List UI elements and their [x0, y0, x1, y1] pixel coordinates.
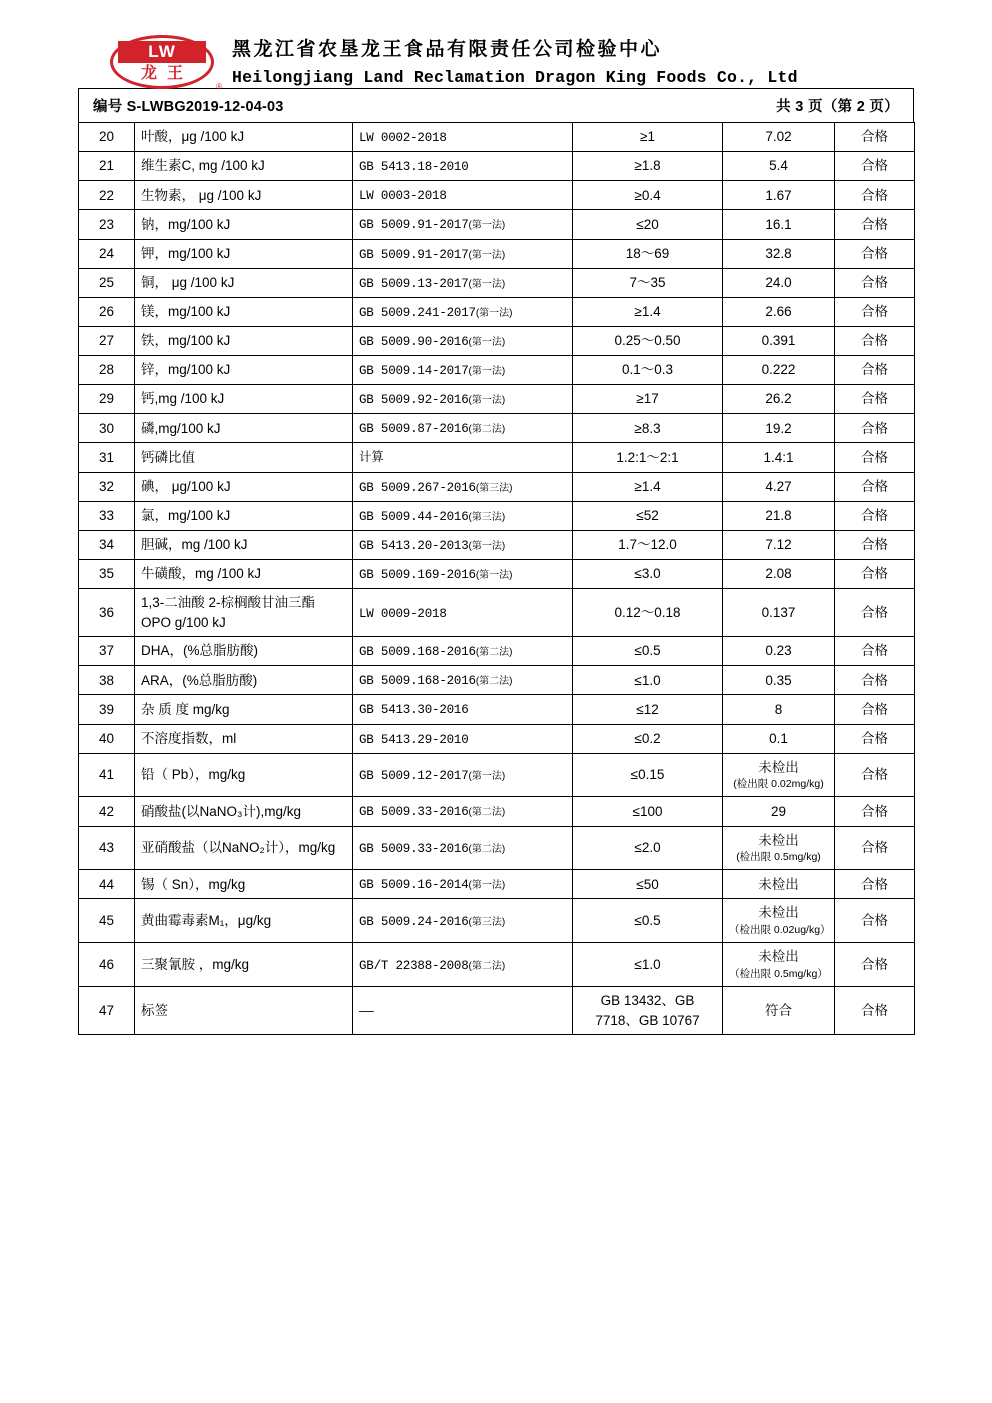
cell-index: 38 — [79, 666, 135, 695]
company-logo — [110, 31, 222, 93]
method-note: (第二法) — [475, 647, 513, 659]
cell-result: 0.1 — [723, 724, 835, 753]
table-row — [79, 210, 915, 239]
method-code: GB 5413.20-2013 — [359, 538, 469, 553]
result-note: (检出限 0.02mg/kg) — [733, 778, 824, 791]
method-note: (第二法) — [468, 960, 506, 972]
method-note: (第二法) — [468, 807, 506, 819]
method-code: GB 5413.29-2010 — [359, 732, 469, 747]
method-code: 计算 — [359, 451, 384, 466]
cell-judgement: 合格 — [835, 559, 915, 588]
cell-item: 黄曲霉毒素M₁，μg/kg — [135, 899, 353, 943]
method-note: (第二法) — [475, 676, 513, 688]
cell-method — [353, 943, 573, 987]
cell-method — [353, 210, 573, 239]
cell-index: 39 — [79, 695, 135, 724]
method-note: (第一法) — [468, 880, 506, 892]
cell-index: 23 — [79, 210, 135, 239]
cell-judgement: 合格 — [835, 239, 915, 268]
cell-judgement: 合格 — [835, 826, 915, 870]
cell-judgement: 合格 — [835, 123, 915, 152]
table-row — [79, 589, 915, 637]
cell-standard: ≤0.5 — [573, 637, 723, 666]
method-code: GB 5009.12-2017 — [359, 768, 469, 783]
cell-result: 24.0 — [723, 268, 835, 297]
cell-result: 2.66 — [723, 297, 835, 326]
table-row — [79, 356, 915, 385]
header-titles — [232, 33, 798, 91]
cell-standard: 7～35 — [573, 268, 723, 297]
cell-standard: ≤52 — [573, 501, 723, 530]
cell-judgement: 合格 — [835, 326, 915, 355]
cell-item: 碘， μg/100 kJ — [135, 472, 353, 501]
cell-item: 不溶度指数，ml — [135, 724, 353, 753]
cell-standard: ≤20 — [573, 210, 723, 239]
document-header — [0, 0, 992, 91]
cell-standard: 0.12～0.18 — [573, 589, 723, 637]
method-note: (第三法) — [475, 482, 513, 494]
table-row — [79, 826, 915, 870]
method-code: LW 0002-2018 — [359, 131, 447, 145]
table-row — [79, 268, 915, 297]
document-number-bar — [78, 88, 914, 122]
cell-judgement: 合格 — [835, 152, 915, 181]
cell-index: 43 — [79, 826, 135, 870]
method-note: (第一法) — [468, 395, 506, 407]
cell-index: 22 — [79, 181, 135, 210]
cell-item: 锡（ Sn），mg/kg — [135, 870, 353, 899]
table-row — [79, 870, 915, 899]
table-row — [79, 414, 915, 443]
cell-judgement: 合格 — [835, 297, 915, 326]
method-note: (第二法) — [468, 424, 506, 436]
cell-result: 7.12 — [723, 530, 835, 559]
cell-index: 30 — [79, 414, 135, 443]
cell-standard: ≤12 — [573, 695, 723, 724]
cell-index: 44 — [79, 870, 135, 899]
method-code: GB 5009.169-2016 — [359, 567, 476, 582]
table-row — [79, 695, 915, 724]
cell-judgement: 合格 — [835, 870, 915, 899]
result-note: (检出限 0.5mg/kg) — [736, 851, 821, 864]
method-code: GB 5009.241-2017 — [359, 305, 476, 320]
cell-index: 35 — [79, 559, 135, 588]
cell-index: 27 — [79, 326, 135, 355]
cell-standard: ≤1.0 — [573, 666, 723, 695]
method-code: GB 5009.92-2016 — [359, 393, 469, 408]
table-row — [79, 666, 915, 695]
cell-standard: ≥0.4 — [573, 181, 723, 210]
cell-method — [353, 356, 573, 385]
cell-result: 1.67 — [723, 181, 835, 210]
result-note: （检出限 0.5mg/kg） — [729, 967, 828, 980]
cell-judgement: 合格 — [835, 753, 915, 797]
table-row — [79, 239, 915, 268]
cell-index: 47 — [79, 987, 135, 1035]
cell-method — [353, 123, 573, 152]
cell-index: 42 — [79, 797, 135, 826]
cell-judgement: 合格 — [835, 695, 915, 724]
cell-index: 34 — [79, 530, 135, 559]
cell-judgement: 合格 — [835, 987, 915, 1035]
table-row — [79, 443, 915, 472]
cell-judgement: 合格 — [835, 899, 915, 943]
result-value: 未检出 — [758, 905, 799, 921]
cell-standard: 1.7～12.0 — [573, 530, 723, 559]
cell-result — [723, 899, 835, 943]
cell-item: 亚硝酸盐（以NaNO₂计），mg/kg — [135, 826, 353, 870]
cell-judgement: 合格 — [835, 443, 915, 472]
method-code: GB 5009.91-2017 — [359, 218, 469, 233]
cell-item: 标签 — [135, 987, 353, 1035]
cell-method — [353, 443, 573, 472]
cell-method — [353, 385, 573, 414]
method-note: (第一法) — [475, 569, 513, 581]
cell-method — [353, 797, 573, 826]
cell-item: 铅（ Pb），mg/kg — [135, 753, 353, 797]
cell-item: 氯，mg/100 kJ — [135, 501, 353, 530]
logo-letters: LW — [118, 41, 206, 63]
test-results-table — [78, 122, 915, 1035]
method-code: GB 5009.168-2016 — [359, 645, 476, 660]
result-value: 未检出 — [758, 949, 799, 965]
cell-method — [353, 753, 573, 797]
table-row — [79, 123, 915, 152]
table-row — [79, 797, 915, 826]
cell-index: 33 — [79, 501, 135, 530]
cell-index: 46 — [79, 943, 135, 987]
cell-item: 三聚氰胺 ，mg/kg — [135, 943, 353, 987]
cell-item: 钾，mg/100 kJ — [135, 239, 353, 268]
method-code: GB 5009.44-2016 — [359, 509, 469, 524]
method-note: (第一法) — [468, 770, 506, 782]
cell-item: 锌，mg/100 kJ — [135, 356, 353, 385]
cell-item: 钙磷比值 — [135, 443, 353, 472]
method-code: GB 5009.90-2016 — [359, 334, 469, 349]
method-code: —— — [359, 1004, 374, 1019]
table-row — [79, 152, 915, 181]
cell-result — [723, 753, 835, 797]
method-note: (第一法) — [468, 540, 506, 552]
cell-item: ARA，(%总脂肪酸) — [135, 666, 353, 695]
cell-result: 1.4:1 — [723, 443, 835, 472]
cell-item: 铜， μg /100 kJ — [135, 268, 353, 297]
cell-item: 叶酸，μg /100 kJ — [135, 123, 353, 152]
table-row — [79, 899, 915, 943]
method-code: GB 5009.16-2014 — [359, 878, 469, 893]
cell-item: 硝酸盐(以NaNO₃计),mg/kg — [135, 797, 353, 826]
cell-index: 37 — [79, 637, 135, 666]
method-code: GB 5009.33-2016 — [359, 841, 469, 856]
cell-standard: ≥17 — [573, 385, 723, 414]
cell-standard: ≥1.4 — [573, 472, 723, 501]
cell-index: 45 — [79, 899, 135, 943]
cell-result: 符合 — [723, 987, 835, 1035]
table-row — [79, 724, 915, 753]
cell-standard: 18～69 — [573, 239, 723, 268]
cell-item: 胆碱，mg /100 kJ — [135, 530, 353, 559]
company-title-en: Heilongjiang Land Reclamation Dragon King Foods Co., Ltd — [232, 68, 798, 87]
cell-item: 钠，mg/100 kJ — [135, 210, 353, 239]
method-note: (第一法) — [468, 278, 506, 290]
method-note: (第三法) — [468, 511, 506, 523]
method-code: GB 5009.91-2017 — [359, 247, 469, 262]
cell-result — [723, 826, 835, 870]
cell-standard: ≤50 — [573, 870, 723, 899]
cell-method — [353, 695, 573, 724]
cell-result: 32.8 — [723, 239, 835, 268]
method-note: (第一法) — [468, 220, 506, 232]
cell-method — [353, 181, 573, 210]
result-note: （检出限 0.02ug/kg） — [729, 924, 831, 936]
cell-judgement: 合格 — [835, 530, 915, 559]
cell-judgement: 合格 — [835, 637, 915, 666]
cell-index: 32 — [79, 472, 135, 501]
method-code: GB/T 22388-2008 — [359, 958, 469, 973]
cell-standard: ≥1 — [573, 123, 723, 152]
cell-result: 26.2 — [723, 385, 835, 414]
cell-standard: 1.2:1～2:1 — [573, 443, 723, 472]
cell-item: 维生素C, mg /100 kJ — [135, 152, 353, 181]
cell-method — [353, 414, 573, 443]
method-code: GB 5413.18-2010 — [359, 160, 469, 175]
cell-judgement: 合格 — [835, 472, 915, 501]
cell-method — [353, 530, 573, 559]
cell-judgement: 合格 — [835, 797, 915, 826]
result-value: 未检出 — [758, 832, 799, 848]
cell-judgement: 合格 — [835, 501, 915, 530]
method-note: (第一法) — [468, 249, 506, 261]
method-code: GB 5009.14-2017 — [359, 364, 469, 378]
table-row — [79, 501, 915, 530]
cell-judgement: 合格 — [835, 181, 915, 210]
cell-judgement: 合格 — [835, 666, 915, 695]
cell-method — [353, 239, 573, 268]
cell-result: 7.02 — [723, 123, 835, 152]
cell-index: 41 — [79, 753, 135, 797]
cell-result: 5.4 — [723, 152, 835, 181]
table-body — [79, 123, 915, 1035]
table-row — [79, 181, 915, 210]
method-code: GB 5009.267-2016 — [359, 480, 476, 495]
cell-judgement: 合格 — [835, 268, 915, 297]
cell-item: DHA，(%总脂肪酸) — [135, 637, 353, 666]
cell-item: 磷,mg/100 kJ — [135, 414, 353, 443]
cell-judgement: 合格 — [835, 385, 915, 414]
cell-standard: 0.1～0.3 — [573, 356, 723, 385]
cell-item: 杂 质 度 mg/kg — [135, 695, 353, 724]
page-indicator: 共 3 页（第 2 页） — [776, 99, 899, 115]
table-row — [79, 987, 915, 1035]
cell-standard: 0.25～0.50 — [573, 326, 723, 355]
cell-judgement: 合格 — [835, 356, 915, 385]
cell-index: 36 — [79, 589, 135, 637]
cell-index: 31 — [79, 443, 135, 472]
cell-item: 牛磺酸，mg /100 kJ — [135, 559, 353, 588]
cell-item: 1,3-二油酸 2-棕榈酸甘油三酯 OPO g/100 kJ — [135, 589, 353, 637]
cell-result: 0.137 — [723, 589, 835, 637]
cell-result: 未检出 — [723, 870, 835, 899]
cell-standard: ≤1.0 — [573, 943, 723, 987]
cell-judgement: 合格 — [835, 589, 915, 637]
cell-standard: ≤2.0 — [573, 826, 723, 870]
cell-standard: ≥1.4 — [573, 297, 723, 326]
cell-item: 生物素， μg /100 kJ — [135, 181, 353, 210]
cell-result: 16.1 — [723, 210, 835, 239]
method-note: (第一法) — [475, 307, 513, 319]
cell-standard: ≥8.3 — [573, 414, 723, 443]
cell-index: 29 — [79, 385, 135, 414]
cell-method — [353, 899, 573, 943]
table-row — [79, 385, 915, 414]
cell-method — [353, 724, 573, 753]
cell-standard: ≤3.0 — [573, 559, 723, 588]
cell-method — [353, 326, 573, 355]
cell-result: 19.2 — [723, 414, 835, 443]
cell-method — [353, 472, 573, 501]
cell-standard: ≥1.8 — [573, 152, 723, 181]
table-row — [79, 472, 915, 501]
cell-method — [353, 152, 573, 181]
cell-standard: ≤0.15 — [573, 753, 723, 797]
cell-item: 钙,mg /100 kJ — [135, 385, 353, 414]
table-row — [79, 297, 915, 326]
cell-index: 26 — [79, 297, 135, 326]
cell-index: 20 — [79, 123, 135, 152]
method-note: (第一法) — [468, 366, 506, 377]
cell-item: 镁，mg/100 kJ — [135, 297, 353, 326]
method-code: GB 5009.33-2016 — [359, 805, 469, 820]
method-note: (第二法) — [468, 843, 506, 855]
method-code: GB 5009.24-2016 — [359, 914, 469, 929]
report-number: 编号 S-LWBG2019-12-04-03 — [93, 99, 284, 115]
method-code: LW 0009-2018 — [359, 606, 447, 621]
cell-method — [353, 666, 573, 695]
table-row — [79, 326, 915, 355]
cell-judgement: 合格 — [835, 210, 915, 239]
cell-result — [723, 943, 835, 987]
cell-method — [353, 589, 573, 637]
cell-judgement: 合格 — [835, 414, 915, 443]
cell-index: 21 — [79, 152, 135, 181]
method-code: GB 5009.87-2016 — [359, 422, 469, 437]
cell-index: 28 — [79, 356, 135, 385]
cell-method — [353, 268, 573, 297]
table-row — [79, 559, 915, 588]
method-note: (第三法) — [468, 916, 506, 928]
cell-result: 0.222 — [723, 356, 835, 385]
cell-judgement: 合格 — [835, 724, 915, 753]
cell-result: 21.8 — [723, 501, 835, 530]
cell-method — [353, 826, 573, 870]
method-code: GB 5413.30-2016 — [359, 703, 469, 718]
cell-index: 40 — [79, 724, 135, 753]
cell-item: 铁，mg/100 kJ — [135, 326, 353, 355]
table-row — [79, 753, 915, 797]
cell-index: 25 — [79, 268, 135, 297]
cell-method — [353, 870, 573, 899]
cell-standard: ≤0.2 — [573, 724, 723, 753]
method-code: GB 5009.13-2017 — [359, 276, 469, 291]
cell-index: 24 — [79, 239, 135, 268]
method-code: GB 5009.168-2016 — [359, 674, 476, 689]
cell-judgement: 合格 — [835, 943, 915, 987]
cell-method — [353, 501, 573, 530]
cell-result: 29 — [723, 797, 835, 826]
cell-standard: ≤0.5 — [573, 899, 723, 943]
result-value: 未检出 — [758, 759, 799, 775]
table-row — [79, 637, 915, 666]
table-row — [79, 943, 915, 987]
company-title-cn: 黑龙江省农垦龙王食品有限责任公司检验中心 — [232, 39, 663, 60]
method-code: LW 0003-2018 — [359, 189, 447, 204]
cell-method — [353, 559, 573, 588]
cell-result: 0.391 — [723, 326, 835, 355]
table-row — [79, 530, 915, 559]
cell-standard: GB 13432、GB 7718、GB 10767 — [573, 987, 723, 1035]
logo-chinese-name: 龙王 — [140, 65, 193, 82]
cell-result: 2.08 — [723, 559, 835, 588]
cell-standard: ≤100 — [573, 797, 723, 826]
cell-result: 8 — [723, 695, 835, 724]
cell-result: 0.35 — [723, 666, 835, 695]
method-note: (第一法) — [468, 336, 506, 348]
cell-method — [353, 297, 573, 326]
cell-result: 0.23 — [723, 637, 835, 666]
cell-result: 4.27 — [723, 472, 835, 501]
cell-method — [353, 987, 573, 1035]
cell-method — [353, 637, 573, 666]
registered-mark-icon: ® — [216, 82, 222, 91]
